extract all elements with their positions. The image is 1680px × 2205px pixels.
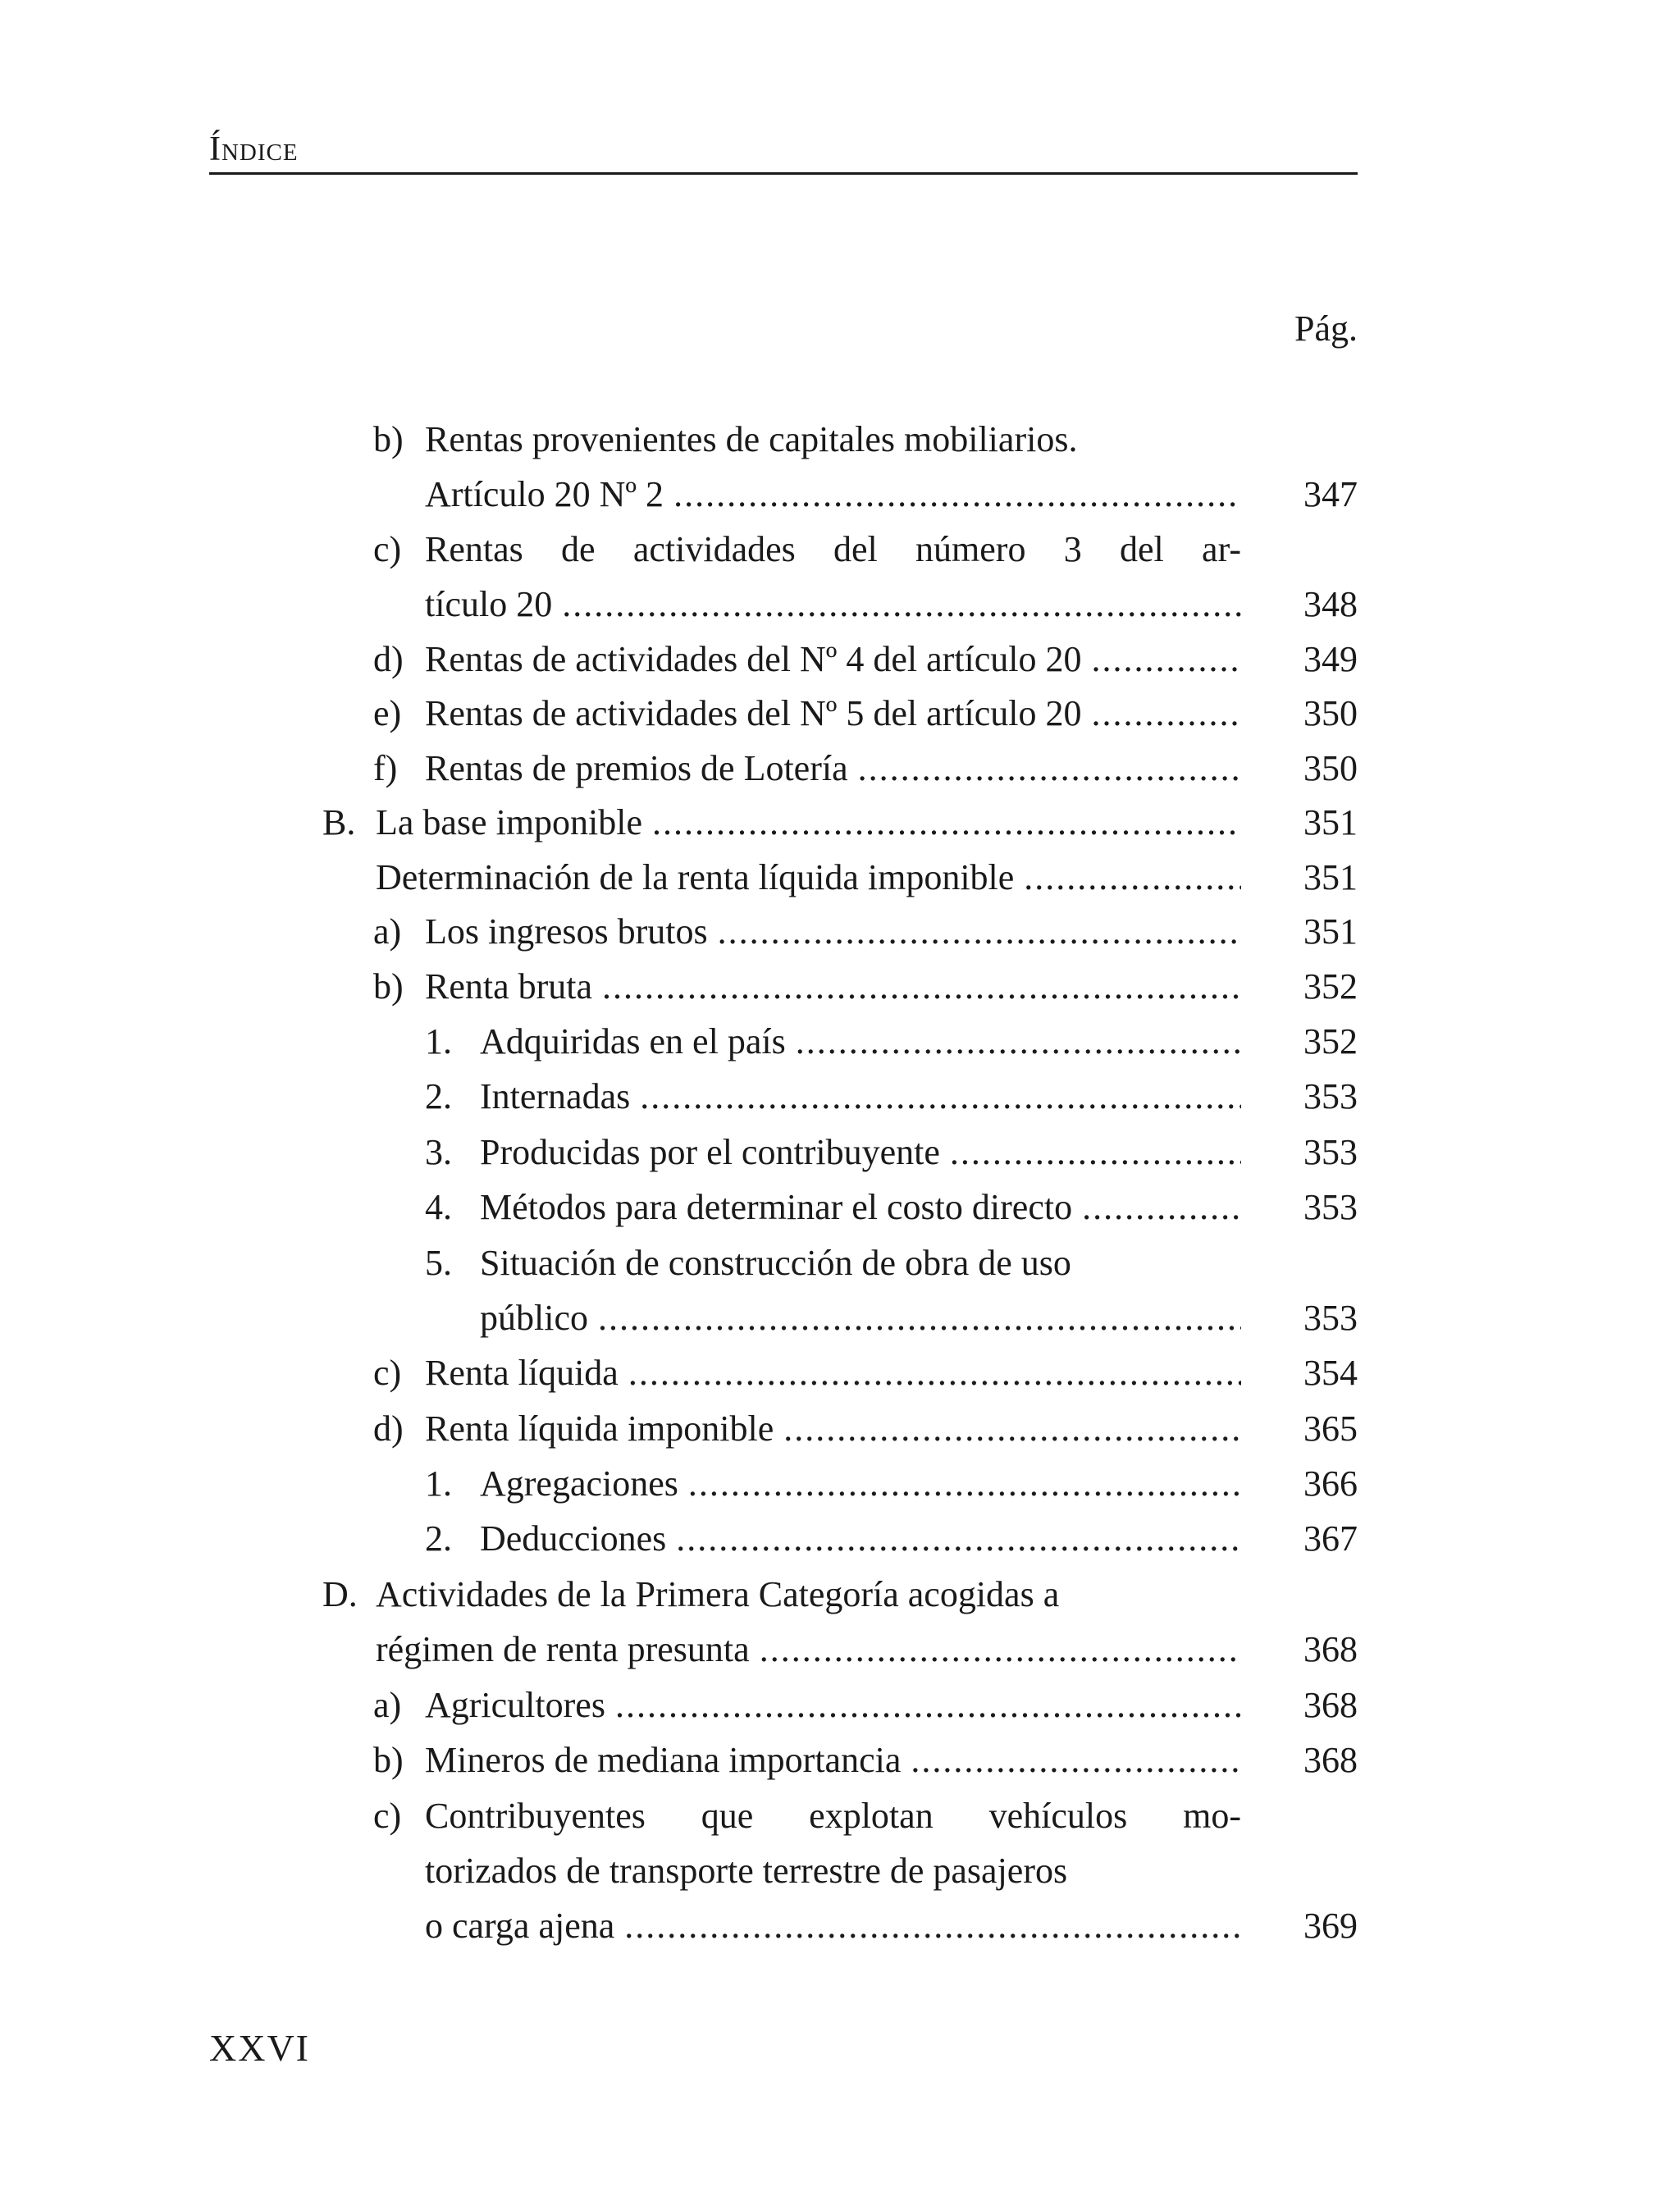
toc-entry-page-number: 365 [1303, 1408, 1358, 1449]
toc-entry [0, 1125, 1680, 1180]
toc-entry [0, 796, 1680, 850]
toc-entry-page-number: 366 [1303, 1463, 1358, 1504]
dot-leader [1092, 687, 1241, 741]
toc-entry-marker: f) [373, 748, 398, 788]
toc-entry-page-number: 351 [1303, 802, 1358, 842]
toc-entry-line [376, 1568, 1241, 1622]
toc-entry-marker: d) [373, 1408, 404, 1449]
toc-entry-line [425, 578, 1241, 632]
toc-entry-marker: b) [373, 966, 404, 1007]
toc-entry-marker: 1. [425, 1463, 452, 1504]
dot-leader [562, 578, 1241, 632]
toc-entry-marker: 2. [425, 1518, 452, 1559]
page-number-footer: XXVI [209, 2027, 310, 2069]
dot-leader [950, 1125, 1241, 1180]
toc-entry [0, 578, 1680, 632]
dot-leader [688, 1457, 1241, 1511]
toc-entry-page-number: 368 [1303, 1629, 1358, 1669]
toc-entry-line [425, 1402, 1241, 1456]
toc-entry-line [425, 1346, 1241, 1400]
dot-leader [1024, 851, 1241, 905]
toc-entry-title: Rentas de actividades del Nº 4 del artículo 20 [425, 639, 1082, 679]
toc-entry-title: público [480, 1298, 588, 1338]
toc-entry [0, 1899, 1680, 1953]
toc-entry-line [480, 1180, 1241, 1235]
toc-entry [0, 1015, 1680, 1069]
toc-entry-line [376, 851, 1241, 905]
dot-leader [783, 1402, 1241, 1456]
toc-entry-page-number: 347 [1303, 474, 1358, 514]
toc-entry-marker: D. [322, 1574, 358, 1614]
toc-entry [0, 1070, 1680, 1124]
toc-entry-line [425, 1899, 1241, 1953]
dot-leader [602, 960, 1241, 1014]
toc-entry-line [425, 632, 1241, 687]
dot-leader [1082, 1180, 1241, 1235]
toc-entry [0, 523, 1680, 577]
toc-entry [0, 1678, 1680, 1732]
toc-entry-title: Agricultores [425, 1685, 605, 1725]
toc-entry-title: torizados de transporte terrestre de pasajeros [425, 1851, 1068, 1891]
dot-leader [911, 1733, 1241, 1787]
toc-entry-page-number: 353 [1303, 1187, 1358, 1227]
toc-entry-marker: 3. [425, 1132, 452, 1172]
page-column-label: Pág. [1294, 308, 1358, 349]
toc-entry [0, 1291, 1680, 1345]
toc-entry-page-number: 350 [1303, 693, 1358, 733]
toc-entry-page-number: 351 [1303, 857, 1358, 897]
toc-entry-marker: c) [373, 1353, 402, 1393]
toc-entry-line [425, 1733, 1241, 1787]
toc-entry-title: Renta líquida [425, 1353, 619, 1393]
toc-entry-line [480, 1512, 1241, 1566]
dot-leader [615, 1678, 1241, 1732]
toc-entry-line [425, 523, 1241, 577]
toc-entry-line [425, 1844, 1241, 1898]
toc-entry [0, 1568, 1680, 1622]
dot-leader [624, 1899, 1241, 1953]
toc-entry-title: Determinación de la renta líquida imponible [376, 857, 1015, 897]
toc-entry [0, 1623, 1680, 1677]
toc-entry-marker: a) [373, 1685, 402, 1725]
toc-entry-page-number: 352 [1303, 966, 1358, 1007]
toc-entry-page-number: 353 [1303, 1076, 1358, 1116]
toc-entry-title: Artículo 20 Nº 2 [425, 474, 664, 514]
toc-entry [0, 851, 1680, 905]
toc-entry-marker: b) [373, 419, 404, 459]
toc-entry-line [425, 742, 1241, 796]
toc-entry-line [425, 687, 1241, 741]
toc-entry-line [480, 1457, 1241, 1511]
dot-leader [718, 905, 1241, 959]
toc-entry-marker: a) [373, 911, 402, 952]
toc-entry-page-number: 351 [1303, 911, 1358, 952]
header-title: Índice [209, 130, 299, 168]
toc-entry-page-number: 368 [1303, 1685, 1358, 1725]
toc-entry-title: Internadas [480, 1076, 631, 1116]
toc-entry-line [480, 1070, 1241, 1124]
toc-entry-title: Renta bruta [425, 966, 593, 1007]
toc-entry [0, 960, 1680, 1014]
toc-entry-title: Situación de construcción de obra de uso [480, 1243, 1071, 1283]
toc-entry-line [480, 1125, 1241, 1180]
toc-entry-page-number: 349 [1303, 639, 1358, 679]
toc-entry-title: Contribuyentes que explotan vehículos mo- [425, 1796, 1241, 1836]
toc-entry-page-number: 352 [1303, 1021, 1358, 1061]
toc-entry-title: Actividades de la Primera Categoría acogidas a [376, 1574, 1060, 1614]
dot-leader [676, 1512, 1241, 1566]
running-header [209, 123, 1358, 175]
toc-entry [0, 1236, 1680, 1290]
dot-leader [598, 1291, 1241, 1345]
toc-entry-line [425, 1789, 1241, 1843]
toc-entry-title: tículo 20 [425, 584, 553, 624]
toc-entry-title: Adquiridas en el país [480, 1021, 786, 1061]
toc-entry [0, 1844, 1680, 1898]
toc-entry [0, 632, 1680, 687]
dot-leader [628, 1346, 1241, 1400]
toc-entry-line [425, 413, 1241, 467]
toc-entry-title: Producidas por el contribuyente [480, 1132, 940, 1172]
toc-entry [0, 1402, 1680, 1456]
toc-entry-title: Rentas de actividades del Nº 5 del artículo 20 [425, 693, 1082, 733]
toc-entry-title: Los ingresos brutos [425, 911, 708, 952]
toc-entry-page-number: 369 [1303, 1906, 1358, 1946]
toc-entry-marker: B. [322, 802, 356, 842]
toc-entry-marker: 1. [425, 1021, 452, 1061]
toc-entry-marker: 5. [425, 1243, 452, 1283]
dot-leader [640, 1070, 1241, 1124]
toc-entry [0, 905, 1680, 959]
dot-leader [673, 468, 1241, 522]
toc-entry [0, 687, 1680, 741]
toc-entry-line [376, 796, 1241, 850]
toc-entry-page-number: 354 [1303, 1353, 1358, 1393]
toc-entry-title: Renta líquida imponible [425, 1408, 774, 1449]
toc-entry-page-number: 353 [1303, 1298, 1358, 1338]
toc-entry-marker: d) [373, 639, 404, 679]
toc-entry-line [376, 1623, 1241, 1677]
toc-entry [0, 413, 1680, 467]
toc-entry [0, 1457, 1680, 1511]
toc-entry-marker: 2. [425, 1076, 452, 1116]
toc-entry-page-number: 367 [1303, 1518, 1358, 1559]
toc-entry-title: Mineros de mediana importancia [425, 1740, 902, 1780]
toc-entry-line [425, 905, 1241, 959]
toc-entry [0, 742, 1680, 796]
toc-entry-title: Rentas provenientes de capitales mobiliarios. [425, 419, 1078, 459]
dot-leader [1092, 632, 1241, 687]
toc-entry-marker: e) [373, 693, 402, 733]
toc-entry [0, 1346, 1680, 1400]
toc-entry-line [425, 960, 1241, 1014]
toc-entry-page-number: 353 [1303, 1132, 1358, 1172]
toc-entry-title: Rentas de actividades del número 3 del ar- [425, 529, 1241, 569]
toc-entry-line [425, 468, 1241, 522]
toc-entry-title: Agregaciones [480, 1463, 678, 1504]
toc-entry-title: Deducciones [480, 1518, 667, 1559]
toc-entry-title: Métodos para determinar el costo directo [480, 1187, 1073, 1227]
toc-entry-line [425, 1678, 1241, 1732]
dot-leader [796, 1015, 1241, 1069]
toc-entry-title: o carga ajena [425, 1906, 615, 1946]
dot-leader [858, 742, 1241, 796]
toc-entry [0, 1180, 1680, 1235]
toc-entry-line [480, 1291, 1241, 1345]
toc-entry-page-number: 368 [1303, 1740, 1358, 1780]
dot-leader [652, 796, 1241, 850]
toc-entry-title: La base imponible [376, 802, 643, 842]
toc-entry-page-number: 350 [1303, 748, 1358, 788]
dot-leader [760, 1623, 1241, 1677]
toc-entry-page-number: 348 [1303, 584, 1358, 624]
toc-entry-marker: 4. [425, 1187, 452, 1227]
toc-entry-marker: c) [373, 1796, 402, 1836]
toc-entry-line [480, 1015, 1241, 1069]
toc-entry-line [480, 1236, 1241, 1290]
toc-entry [0, 1512, 1680, 1566]
toc-entry [0, 1789, 1680, 1843]
toc-entry-title: régimen de renta presunta [376, 1629, 750, 1669]
toc-entry-title: Rentas de premios de Lotería [425, 748, 848, 788]
toc-entry [0, 1733, 1680, 1787]
toc-entry-marker: c) [373, 529, 402, 569]
toc-entry [0, 468, 1680, 522]
toc-entry-marker: b) [373, 1740, 404, 1780]
